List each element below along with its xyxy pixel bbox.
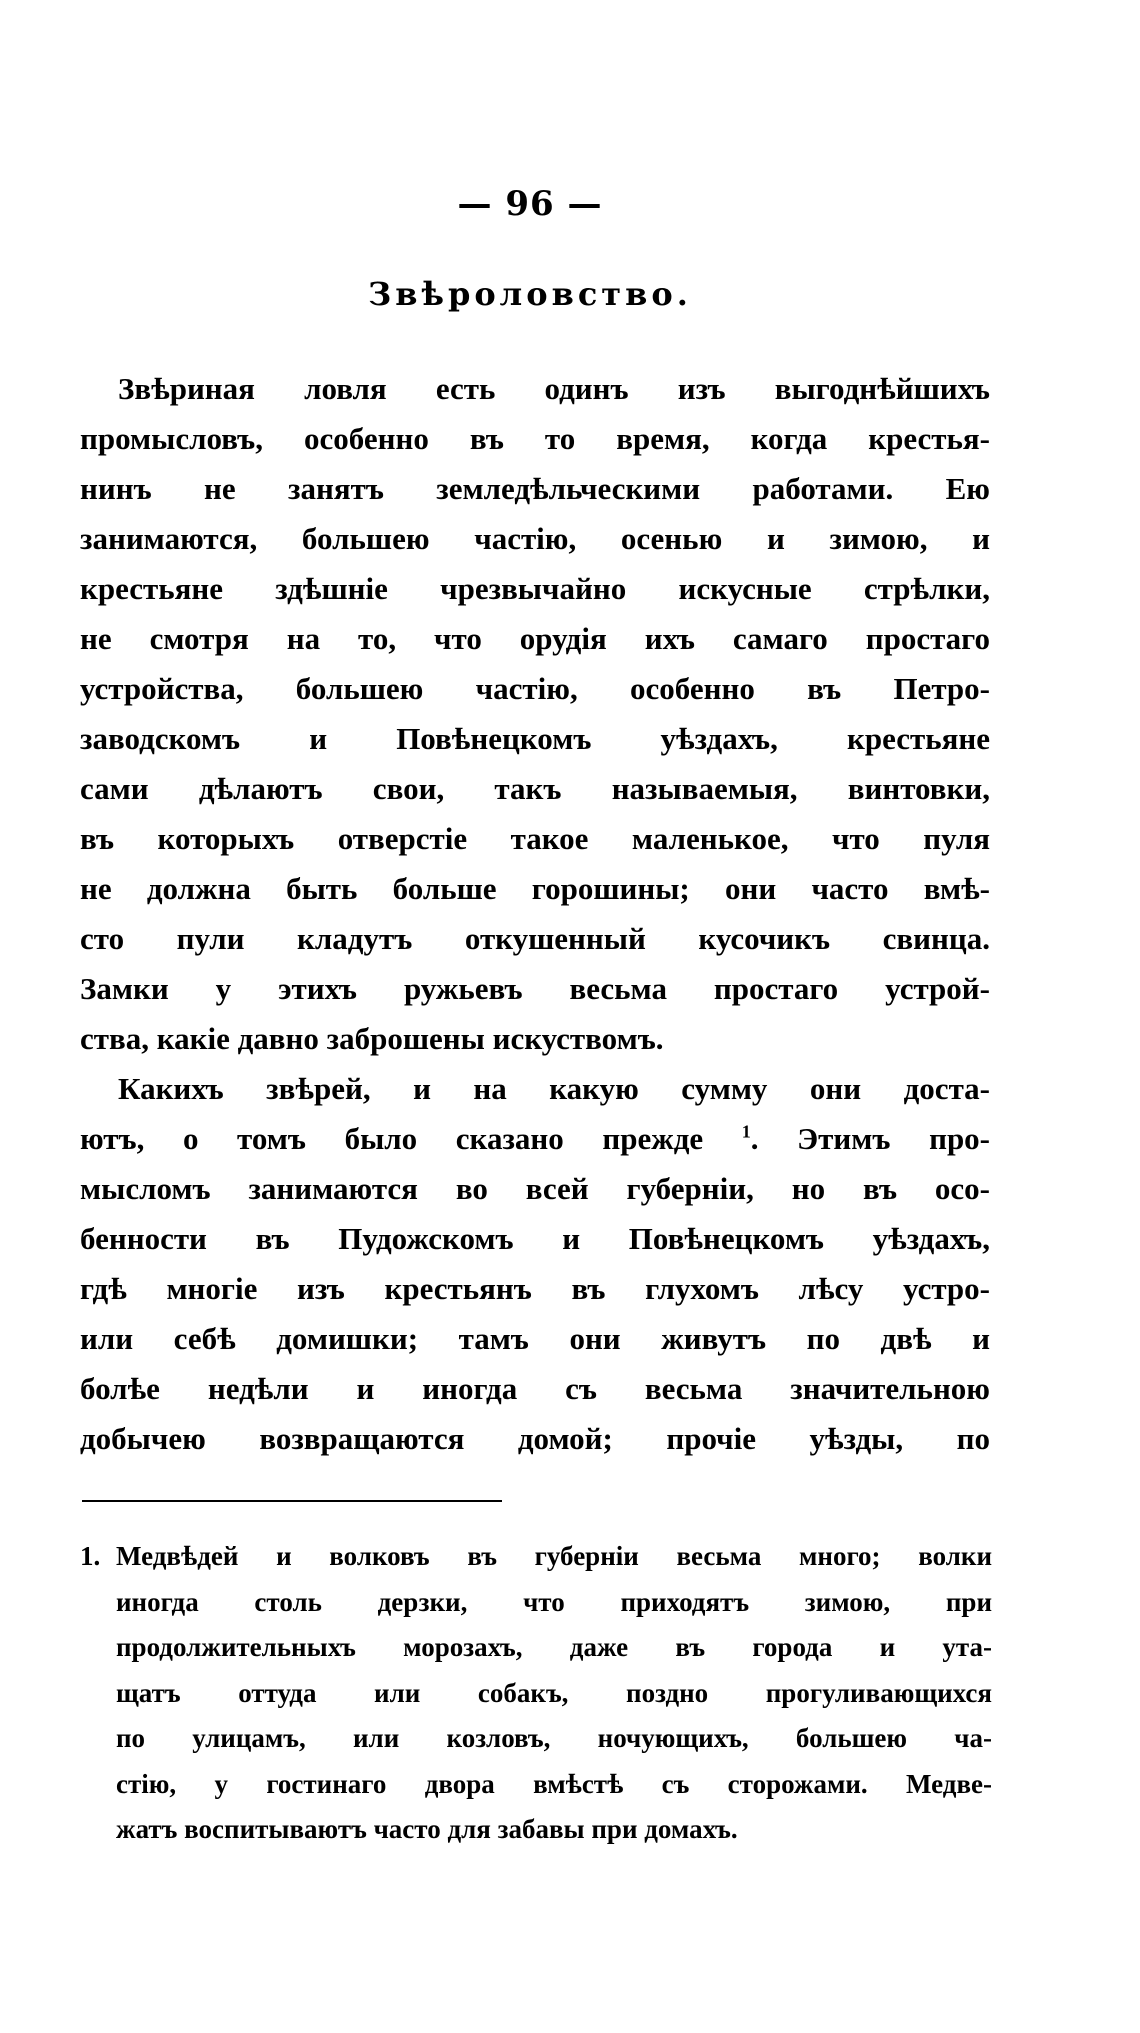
- text-line: въ которыхъ отверстіе такое маленькое, что пуля: [80, 821, 990, 856]
- text-line: ства, какіе давно заброшены искуствомъ.: [80, 1021, 664, 1056]
- text-line: нинъ не занятъ земледѣльческими работами. Ею: [80, 471, 990, 506]
- text-line: заводскомъ и Повѣнецкомъ уѣздахъ, крестьяне: [80, 721, 990, 756]
- text-line: не должна быть больше горошины; они часто вмѣ-: [80, 871, 990, 906]
- text-line: промысловъ, особенно въ то время, когда крестья-: [80, 421, 990, 456]
- footnote-text: Медвѣдей и волковъ въ губерніи весьма много; волки: [116, 1541, 992, 1571]
- text-line: сами дѣлаютъ свои, такъ называемыя, винтовки,: [80, 771, 990, 806]
- text-line: мысломъ занимаются во всей губерніи, но въ осо-: [80, 1171, 990, 1206]
- text-line: добычею возвращаются домой; прочіе уѣзды, по: [80, 1421, 990, 1456]
- main-text: [80, 364, 990, 1464]
- text-line: гдѣ многіе изъ крестьянъ въ глухомъ лѣсу устро-: [80, 1271, 990, 1306]
- footnote-number: 1.: [80, 1541, 101, 1571]
- text-line: не смотря на то, что орудія ихъ самаго простаго: [80, 621, 990, 656]
- text-line: Какихъ звѣрей, и на какую сумму они доста-: [118, 1071, 990, 1106]
- text-line: устройства, большею частію, особенно въ Петро-: [80, 671, 990, 706]
- footnote-line: [80, 1534, 992, 1580]
- text-fragment: . Этимъ про-: [750, 1121, 990, 1156]
- page-number: — 96 —: [457, 184, 603, 224]
- text-line: бенности въ Пудожскомъ и Повѣнецкомъ уѣздахъ,: [80, 1221, 990, 1256]
- footnote-line: иногда столь дерзки, что приходятъ зимою, при: [116, 1586, 992, 1617]
- footnote-line: продолжительныхъ морозахъ, даже въ города и ута-: [116, 1632, 992, 1662]
- footnote-line: щатъ оттуда или собакъ, поздно прогуливающихся: [116, 1677, 992, 1708]
- text-line: крестьяне здѣшніе чрезвычайно искусные стрѣлки,: [80, 571, 990, 606]
- text-line: Звѣриная ловля есть одинъ изъ выгоднѣйшихъ: [118, 371, 990, 406]
- footnote-line: по улицамъ, или козловъ, ночующихъ, большею ча-: [116, 1723, 992, 1753]
- text-line: Замки у этихъ ружьевъ весьма простаго устрой-: [80, 971, 990, 1006]
- section-title: Звѣроловство.: [368, 275, 692, 313]
- footnote: [80, 1534, 992, 1853]
- text-line: болѣе недѣли и иногда съ весьма значительною: [80, 1371, 990, 1406]
- text-line: занимаются, большею частію, осенью и зимою, и: [80, 521, 990, 556]
- text-line: сто пули кладутъ откушенный кусочикъ свинца.: [80, 921, 990, 956]
- text-line-with-footnote-ref: [80, 1114, 990, 1164]
- text-fragment: ютъ, о томъ было сказано прежде: [80, 1121, 704, 1156]
- footnote-line: стію, у гостинаго двора вмѣстѣ съ сторожами. Медве-: [116, 1768, 992, 1799]
- footnote-reference[interactable]: 1: [741, 1121, 751, 1142]
- footnote-separator: [82, 1500, 502, 1502]
- footnote-line: жатъ воспитываютъ часто для забавы при домахъ.: [116, 1814, 738, 1844]
- text-line: или себѣ домишки; тамъ они живутъ по двѣ и: [80, 1321, 990, 1356]
